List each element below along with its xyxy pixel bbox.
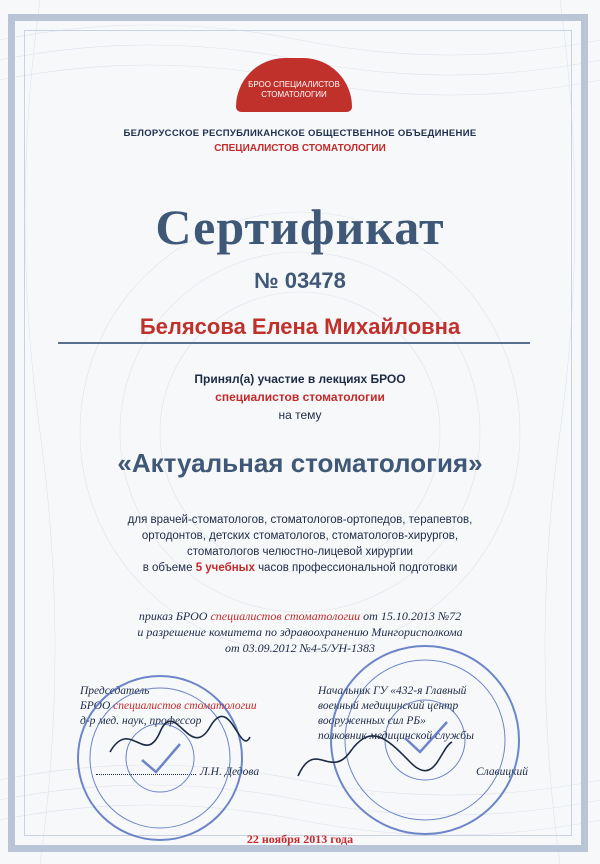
right-signatory-title: Начальник ГУ «432-я Главный военный медицинский центр вооруженных сил РБ» полковник медицинской службы [318, 685, 474, 742]
audience-text [60, 512, 540, 576]
left-handwritten-signature [100, 712, 260, 772]
logo-text-line2: СТОМАТОЛОГИИ [261, 90, 327, 99]
participation-line3: на тему [278, 408, 322, 422]
issue-date: 22 ноября 2013 года [246, 832, 354, 846]
right-handwritten-signature [290, 728, 460, 788]
right-signatory-name: Славицкий [476, 766, 528, 778]
left-signatory-title: Председатель БРОО специалистов стоматологии д-р мед. наук, профессор [80, 685, 257, 727]
organization-name: БЕЛОРУССКОЕ РЕСПУБЛИКАНСКОЕ ОБЩЕСТВЕННОЕ ОБЪЕДИНЕНИЕ [123, 128, 477, 139]
hours-count: 5 учебных [195, 562, 255, 574]
lecture-topic: «Актуальная стоматология» [117, 448, 483, 478]
audience-line2: ортодонтов, детских стоматологов, стоматологов-хирургов, [141, 530, 459, 542]
audience-line3: стоматологов челюстно-лицевой хирургии [187, 546, 413, 558]
order-line2: и разрешение комитета по здравоохранению Мингорисполкома [137, 625, 463, 639]
participation-text [0, 370, 600, 424]
participation-line2: специалистов стоматологии [215, 390, 385, 404]
audience-line4: в объеме 5 учебных часов профессиональной подготовки [142, 562, 458, 574]
order-line3: от 03.09.2012 №4-5/УН-1383 [224, 641, 376, 655]
certificate-title: Сертификат [155, 199, 445, 255]
participation-line1: Принял(а) участие в лекциях БРОО [194, 372, 406, 386]
left-signatory-name: Л.Н. Дедова [96, 766, 292, 778]
certificate-number: № 03478 [254, 268, 346, 293]
recipient-name: Белясова Елена Михайловна [139, 314, 461, 339]
organization-subname: СПЕЦИАЛИСТОВ СТОМАТОЛОГИИ [214, 143, 386, 154]
name-underline [58, 342, 530, 344]
order-line1: приказ БРОО специалистов стоматологии от 15.10.2013 №72 [138, 609, 462, 623]
audience-line1: для врачей-стоматологов, стоматологов-ортопедов, терапевтов, [127, 514, 473, 526]
logo-text-line1: БРОО СПЕЦИАЛИСТОВ [248, 80, 340, 89]
